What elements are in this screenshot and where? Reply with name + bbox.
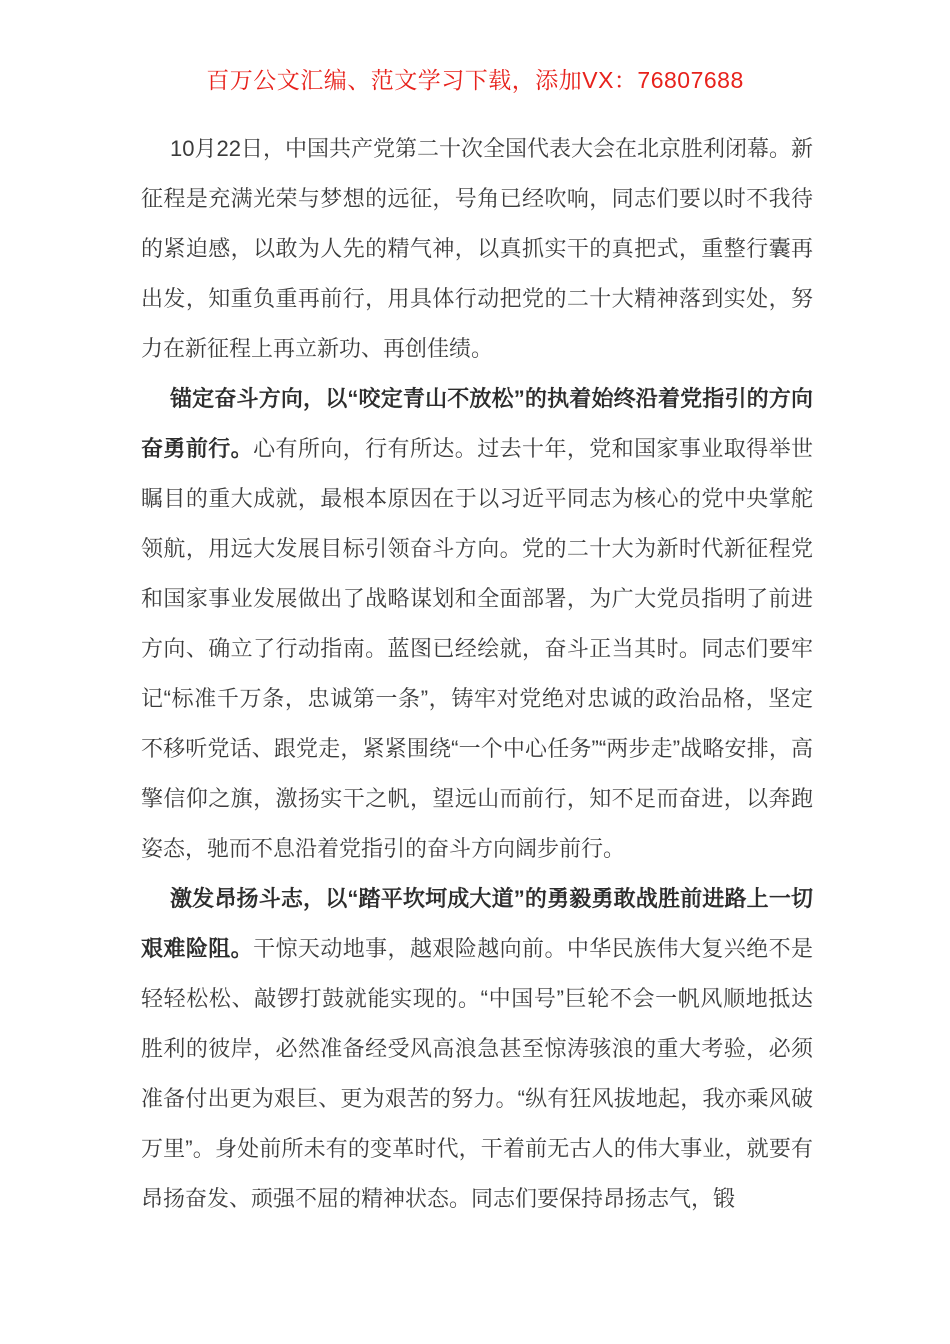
paragraph-2-lead: 锚定奋斗方向，以“咬定青山不放松”的执着始终沿着党指引的方向奋勇前行。 xyxy=(141,386,813,461)
paragraph-2 xyxy=(141,374,813,874)
paragraph-3-lead: 激发昂扬斗志，以“踏平坎坷成大道”的勇毅勇敢战胜前进路上一切艰难险阻。 xyxy=(141,886,813,961)
paragraph-1 xyxy=(141,124,813,374)
paragraph-1-text: 10月22日，中国共产党第二十次全国代表大会在北京胜利闭幕。新征程是充满光荣与梦想的远征，号角已经吹响，同志们要以时不我待的紧迫感，以敢为人先的精气神，以真抓实干的真把式，重整行囊再出发，知重负重再前行，用具体行动把党的二十大精神落到实处，努力在新征程上再立新功、再创佳绩。 xyxy=(141,136,813,361)
paragraph-3-text: 干惊天动地事，越艰险越向前。中华民族伟大复兴绝不是轻轻松松、敲锣打鼓就能实现的。“中国号”巨轮不会一帆风顺地抵达胜利的彼岸，必然准备经受风高浪急甚至惊涛骇浪的重大考验，必须准备付出更为艰巨、更为艰苦的努力。“纵有狂风拔地起，我亦乘风破万里”。身处前所未有的变革时代，干着前无古人的伟大事业，就要有昂扬奋发、顽强不屈的精神状态。同志们要保持昂扬志气，锻 xyxy=(141,936,813,1211)
header-watermark: 百万公文汇编、范文学习下载，添加VX：76807688 xyxy=(206,67,744,93)
paragraph-2-text: 心有所向，行有所达。过去十年，党和国家事业取得举世瞩目的重大成就，最根本原因在于以习近平同志为核心的党中央掌舵领航，用远大发展目标引领奋斗方向。党的二十大为新时代新征程党和国家事业发展做出了战略谋划和全面部署，为广大党员指明了前进方向、确立了行动指南。蓝图已经绘就，奋斗正当其时。同志们要牢记“标准千万条，忠诚第一条”，铸牢对党绝对忠诚的政治品格，坚定不移听党话、跟党走，紧紧围绕“一个中心任务”“两步走”战略安排，高擎信仰之旗，激扬实干之帆，望远山而前行，知不足而奋进，以奔跑姿态，驰而不息沿着党指引的奋斗方向阔步前行。 xyxy=(141,436,813,861)
document-body xyxy=(141,124,813,1224)
paragraph-3 xyxy=(141,874,813,1224)
